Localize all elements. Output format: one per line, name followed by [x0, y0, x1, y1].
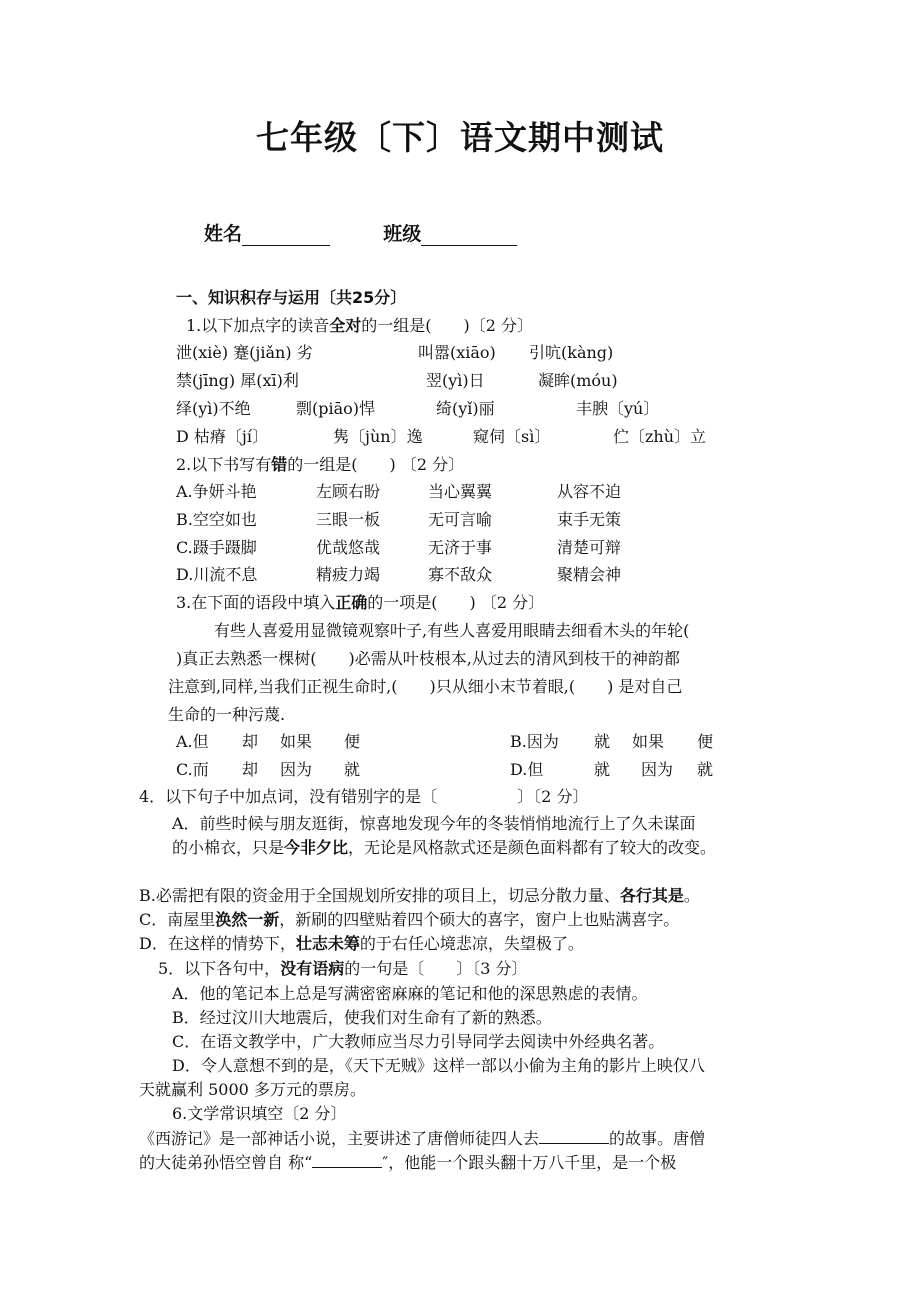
q3-paragraph-line-1: 有些人喜爱用显微镜观察叶子,有些人喜爱用眼睛去细看木头的年轮(: [214, 621, 690, 640]
q1-option-c4: 丰腴〔yú〕: [576, 399, 660, 418]
q3-option-a-2: 却: [242, 732, 259, 751]
q1-option-c3: 绮(yǐ)丽: [436, 399, 495, 418]
question-3-stem: [176, 592, 544, 614]
name-field[interactable]: [242, 227, 330, 246]
q1-option-a2: 叫嚣(xiāo): [418, 343, 496, 362]
q2-c-4: 清楚可辩: [557, 538, 622, 557]
q5-option-d-line-1: D．令人意想不到的是，《天下无贼》这样一部以小偷为主角的影片上映仅八: [172, 1056, 705, 1075]
student-info-row: [204, 219, 517, 246]
q2-b-4: 束手无策: [557, 510, 622, 529]
q2-a-4: 从容不迫: [557, 482, 622, 501]
q2-c-3: 无济于事: [428, 538, 493, 557]
q3-option-d-2: 就: [594, 760, 611, 779]
q3-option-a-3: 如果: [280, 732, 313, 751]
q4-option-d: [139, 933, 584, 955]
q4-a-pre: 的小棉衣，只是: [172, 838, 285, 857]
q3-paragraph-line-2: )真正去熟悉一棵树( )必需从叶枝根本,从过去的清风到枝干的神韵都: [176, 649, 680, 668]
q4-a-emphasis: 今非夕比: [284, 838, 349, 857]
q1-option-d1: D 枯瘠〔jí〕: [176, 427, 268, 446]
question-2-stem: [176, 454, 464, 476]
q3-option-a-1: A.但: [176, 732, 209, 751]
q3-option-c-4: 就: [344, 760, 361, 779]
q4-d-emphasis: 壮志未筹: [295, 934, 360, 953]
q3-option-d-4: 就: [697, 760, 714, 779]
q2-d-3: 寡不敌众: [428, 565, 493, 584]
q4-option-c: [139, 909, 679, 931]
q2-a-3: 当心翼翼: [428, 482, 493, 501]
q4-b-post: 。: [683, 886, 700, 905]
q1-option-b2: 翌(yì)日: [426, 371, 485, 390]
page-title: 七年级〔下〕语文期中测试: [256, 118, 664, 157]
q3-option-d-3: 因为: [641, 760, 674, 779]
q6-blank-2[interactable]: [312, 1151, 382, 1168]
q4-c-pre: C．南屋里: [139, 910, 216, 929]
q2-d-2: 精疲力竭: [316, 565, 381, 584]
q3-option-c-3: 因为: [280, 760, 313, 779]
q4-c-post: ，新刷的四壁贴着四个硕大的喜字，窗户上也贴满喜字。: [279, 910, 680, 929]
q1-option-b1: 禁(jīng) 犀(xī)利: [176, 371, 299, 390]
q6-line-2-pre: 的大徒弟孙悟空曾自 称“: [139, 1153, 313, 1172]
q3-option-b-1: B.因为: [510, 732, 559, 751]
q5-pre: 5．以下各句中，: [158, 959, 281, 978]
q1-option-a1: 泄(xiè) 蹇(jiǎn) 劣: [176, 343, 313, 362]
name-label: 姓名: [204, 223, 243, 245]
q6-line-2: [139, 1151, 676, 1174]
q2-b-1: B.空空如也: [176, 510, 257, 529]
q3-prefix: 3.在下面的语段中填入: [176, 593, 336, 612]
question-1-stem: [186, 315, 533, 337]
q1-option-d4: 伫〔zhù〕立: [613, 427, 707, 446]
q1-option-c1: 绎(yì)不绝: [176, 399, 251, 418]
q2-suffix: 的一组是( ) 〔2 分〕: [287, 455, 465, 474]
class-label: 班级: [383, 223, 422, 245]
q4-b-pre: B.必需把有限的资金用于全国规划所安排的项目上，切忌分散力量、: [139, 886, 620, 905]
q5-option-b: B．经过汶川大地震后，使我们对生命有了新的熟悉。: [172, 1008, 552, 1027]
q4-d-pre: D．在这样的情势下，: [139, 934, 296, 953]
q1-emphasis: 全对: [329, 316, 362, 335]
q5-option-c: C．在语文教学中，广大教师应当尽力引导同学去阅读中外经典名著。: [172, 1032, 665, 1051]
q3-suffix: 的一项是( ) 〔2 分〕: [367, 593, 545, 612]
q3-option-a-4: 便: [344, 732, 361, 751]
question-6-stem: 6.文学常识填空〔2 分〕: [172, 1104, 347, 1123]
q4-a-post: ，无论是风格款式还是颜色面料都有了较大的改变。: [348, 838, 717, 857]
class-field[interactable]: [421, 227, 517, 246]
q6-line-1-post: 的故事。唐僧: [609, 1129, 706, 1148]
q2-a-2: 左顾右盼: [316, 482, 381, 501]
q6-line-1: [139, 1127, 705, 1150]
q4-option-a-line-1: A．前些时候与朋友逛街，惊喜地发现今年的冬装悄悄地流行上了久未谋面: [172, 814, 696, 833]
section-heading: 一、知识积存与运用〔共25分〕: [176, 288, 407, 307]
q4-d-post: 的于右任心境悲凉，失望极了。: [359, 934, 584, 953]
q3-paragraph-line-4: 生命的一种污蔑.: [168, 705, 286, 724]
q2-d-4: 聚精会神: [557, 565, 622, 584]
q5-option-a: A．他的笔记本上总是写满密密麻麻的笔记和他的深思熟虑的表情。: [172, 984, 648, 1003]
q3-option-c-2: 却: [242, 760, 259, 779]
q4-option-a-line-2: [172, 837, 716, 859]
q1-option-a3: 引吭(kàng): [529, 343, 614, 362]
q1-option-d3: 窥伺〔sì〕: [473, 427, 551, 446]
q5-option-d-line-2: 天就赢利 5000 多万元的票房。: [139, 1080, 366, 1099]
q6-line-2-post: ″，他能一个跟头翻十万八千里，是一个极: [382, 1153, 677, 1172]
question-5-stem: [158, 958, 527, 980]
q2-b-2: 三眼一板: [316, 510, 381, 529]
q3-option-b-2: 就: [594, 732, 611, 751]
q6-blank-1[interactable]: [539, 1127, 609, 1144]
q2-prefix: 2.以下书写有: [176, 455, 272, 474]
question-4-stem: 4．以下句子中加点词，没有错别字的是〔 〕〔2 分〕: [139, 787, 589, 806]
q6-line-1-pre: 《西游记》是一部神话小说，主要讲述了唐僧师徒四人去: [139, 1129, 540, 1148]
q3-option-c-1: C.而: [176, 760, 209, 779]
q5-post: 的一句是〔 〕〔3 分〕: [344, 959, 528, 978]
q2-c-2: 优哉悠哉: [316, 538, 381, 557]
q5-emphasis: 没有语病: [280, 959, 345, 978]
q2-b-3: 无可言喻: [428, 510, 493, 529]
q2-c-1: C.蹑手蹑脚: [176, 538, 257, 557]
q4-c-emphasis: 涣然一新: [215, 910, 280, 929]
q1-prefix: 1.以下加点字的读音: [186, 316, 330, 335]
q3-emphasis: 正确: [335, 593, 368, 612]
q3-option-b-3: 如果: [632, 732, 665, 751]
q2-d-1: D.川流不息: [176, 565, 258, 584]
q1-option-b3: 凝眸(móu): [538, 371, 618, 390]
q4-option-b: [139, 885, 700, 907]
q3-option-b-4: 便: [697, 732, 714, 751]
q1-option-c2: 剽(piāo)悍: [296, 399, 376, 418]
q2-emphasis: 错: [271, 455, 288, 474]
q1-suffix: 的一组是( )〔2 分〕: [361, 316, 534, 335]
q1-option-d2: 隽〔jùn〕逸: [333, 427, 423, 446]
q2-a-1: A.争妍斗艳: [176, 482, 257, 501]
q3-paragraph-line-3: 注意到,同样,当我们正视生命时,( )只从细小末节着眼,( ) 是对自己: [168, 677, 683, 696]
q3-option-d-1: D.但: [510, 760, 544, 779]
q4-b-emphasis: 各行其是: [619, 886, 684, 905]
